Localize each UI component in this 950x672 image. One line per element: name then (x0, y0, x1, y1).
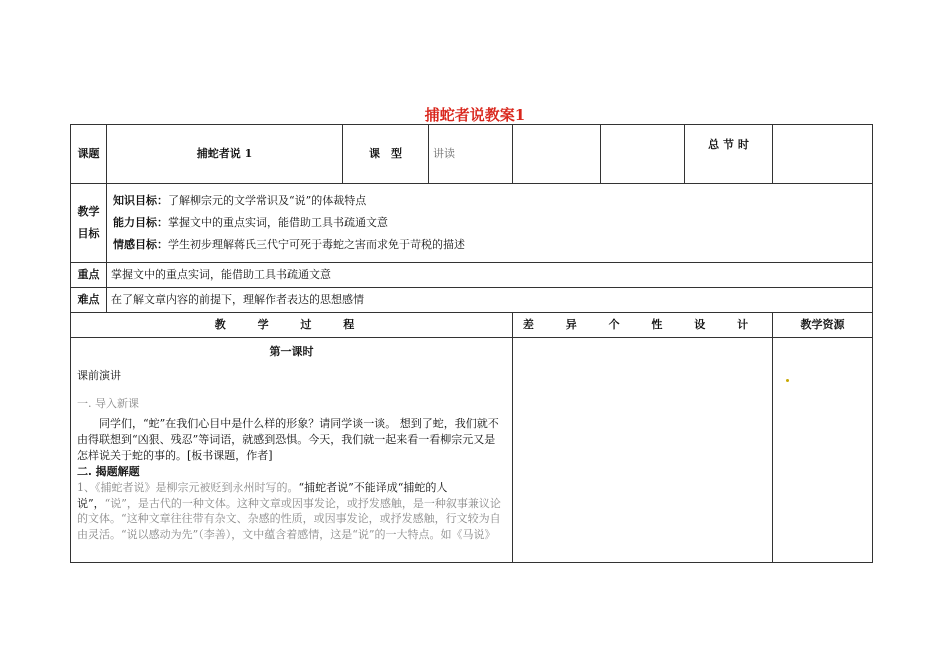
section1-text: 同学们，“蛇”在我们心目中是什么样的形象？请同学谈一谈。 想到了蛇，我们就不由得联想到“凶狠、残忍”等词语，就感到恐惧。今天，我们就一起来看一看柳宗元又是怎样说关于蛇的事的。[板书课题，作者] (77, 416, 499, 462)
blank-cell-1 (513, 125, 601, 184)
design-column-header-text: 差 异 个 性 设 计 (522, 318, 763, 332)
objectives-content (107, 184, 873, 263)
objective-knowledge (113, 190, 866, 212)
design-column-header (513, 313, 773, 338)
header-row (71, 125, 873, 184)
process-column-header (71, 313, 513, 338)
section1-title: 一. 导入新课 (77, 396, 139, 410)
section2-title: 二. 揭题解题 (77, 464, 140, 478)
difficulty-row (71, 288, 873, 313)
type-value: 讲读 (429, 125, 513, 184)
resources-content (773, 338, 873, 563)
decorative-dot (786, 379, 789, 382)
objective-ability-text: 掌握文中的重点实词，能借助工具书疏通文意 (168, 216, 388, 229)
topic-label: 课题 (71, 125, 107, 184)
blank-cell-2 (601, 125, 685, 184)
total-hours-value (773, 125, 873, 184)
lesson-plan-table (70, 124, 873, 563)
topic-value: 捕蛇者说 1 (107, 125, 343, 184)
pre-class-speech: 课前演讲 (77, 368, 121, 382)
section2-part-b: “捕蛇者说”不能译成“捕蛇的人说”， (77, 480, 448, 510)
document-title: 捕蛇者说教案1 (424, 106, 526, 124)
difficulty-text: 在了解文章内容的前提下，理解作者表达的思想感情 (107, 288, 873, 313)
objective-emotion-label: 情感目标： (113, 238, 168, 251)
objectives-label (71, 184, 107, 263)
objectives-label-line2: 目标 (77, 227, 100, 240)
objective-knowledge-text: 了解柳宗元的文学常识及“说”的体裁特点 (168, 194, 367, 207)
design-content (513, 338, 773, 563)
key-point-text: 掌握文中的重点实词，能借助工具书疏通文意 (107, 263, 873, 288)
total-hours-label: 总 节 时 (685, 125, 773, 184)
column-header-row (71, 313, 873, 338)
objective-emotion (113, 234, 866, 256)
section2-part-c: “说”，是古代的一种文体。这种文章或因事发论，或抒发感触，是一种叙事兼议论的文体。“这种文章往往带有杂文、杂感的性质，或因事发论，或抒发感触，行文较为自由灵活。“说以感动为先”（李善），文中蕴含着感情，这是“说”的一大特点。如《马说》 (77, 496, 501, 542)
process-column-header-text: 教 学 过 程 (214, 318, 369, 332)
key-point-row (71, 263, 873, 288)
objective-emotion-text: 学生初步理解蒋氏三代宁可死于毒蛇之害而求免于苛税的描述 (168, 238, 465, 251)
key-point-label: 重点 (71, 263, 107, 288)
process-row (71, 338, 873, 563)
objective-knowledge-label: 知识目标： (113, 194, 168, 207)
type-label: 课 型 (343, 125, 429, 184)
objectives-row (71, 184, 873, 263)
objective-ability-label: 能力目标： (113, 216, 168, 229)
objectives-label-line1: 教学 (77, 205, 100, 219)
objective-ability (113, 212, 866, 234)
process-content (71, 338, 513, 563)
lesson-heading: 第一课时 (269, 345, 314, 358)
section2-part-a: 1、《捕蛇者说》是柳宗元被贬到永州时写的。 (77, 480, 299, 494)
resources-column-header: 教学资源 (773, 313, 873, 338)
difficulty-label: 难点 (71, 288, 107, 313)
section2-paragraph (77, 480, 506, 544)
